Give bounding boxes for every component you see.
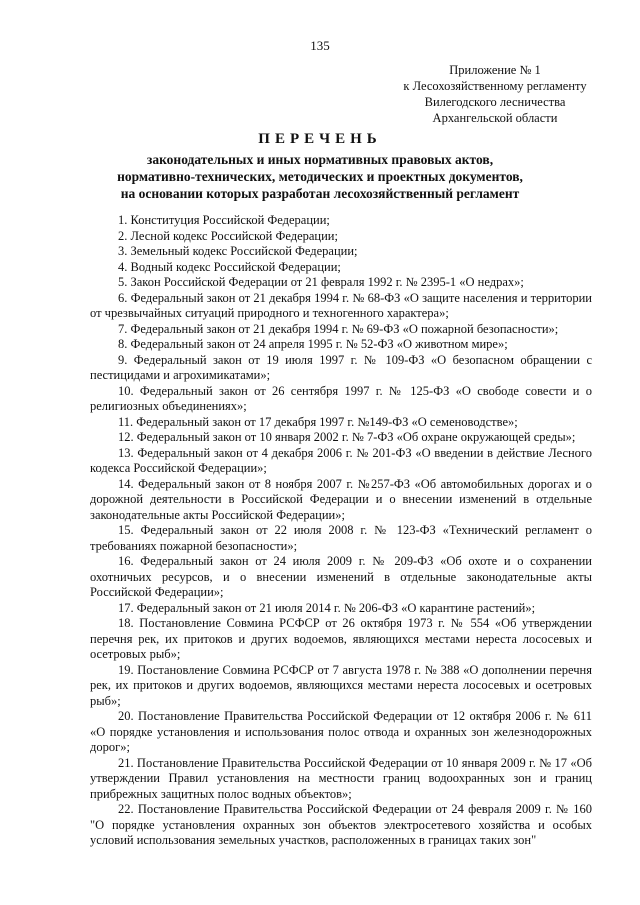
document-subtitle [60, 151, 580, 202]
list-item: 21. Постановление Правительства Российской Федерации от 10 января 2009 г. № 17 «Об утверждении Правил установления на местности границ водоохранных зон и границ прибрежных защитных полос водных объектов»; [90, 755, 592, 801]
list-item: 9. Федеральный закон от 19 июля 1997 г. № 109-ФЗ «О безопасном обращении с пестицидами и агрохимикатами»; [90, 352, 592, 382]
list-item: 17. Федеральный закон от 21 июля 2014 г. № 206-ФЗ «О карантине растений»; [118, 600, 536, 615]
list-item: 2. Лесной кодекс Российской Федерации; [118, 228, 338, 243]
appendix-header [380, 62, 610, 126]
subtitle-line: законодательных и иных нормативных правовых актов, [146, 152, 494, 167]
list-item: 16. Федеральный закон от 24 июля 2009 г. № 209-ФЗ «Об охоте и о сохранении охотничьих ресурсов, и о внесении изменений в отдельные законодательные акты Российской Федерации»; [90, 554, 592, 599]
list-item: 4. Водный кодекс Российской Федерации; [118, 259, 341, 274]
list-item: 12. Федеральный закон от 10 января 2002 г. № 7-ФЗ «Об охране окружающей среды»; [118, 430, 576, 444]
document-title: ПЕРЕЧЕНЬ [258, 131, 382, 147]
list-item: 5. Закон Российской Федерации от 21 февраля 1992 г. № 2395-1 «О недрах»; [118, 275, 524, 289]
appendix-line: к Лесохозяйственному регламенту [403, 79, 587, 93]
list-item: 14. Федеральный закон от 8 ноября 2007 г. №257-ФЗ «Об автомобильных дорогах и о дорожной деятельности в Российской Федерации и о внесении изменений в отдельные законодательные акты Российской Федерации»; [90, 476, 592, 522]
appendix-line: Архангельской области [432, 111, 558, 125]
list-item: 11. Федеральный закон от 17 декабря 1997 г. №149-ФЗ «О семеноводстве»; [118, 414, 518, 429]
list-item: 10. Федеральный закон от 26 сентября 1997 г. № 125-ФЗ «О свободе совести и о религиозных объединениях»; [90, 383, 592, 413]
list-item: 1. Конституция Российской Федерации; [118, 213, 330, 227]
page-number: 135 [310, 38, 330, 53]
list-item: 20. Постановление Правительства Российской Федерации от 12 октября 2006 г. № 611 «О порядке установления и использования полос отвода и охранных зон железнодорожных дорог»; [90, 709, 592, 754]
list-item: 6. Федеральный закон от 21 декабря 1994 г. № 68-ФЗ «О защите населения и территории от чрезвычайных ситуаций природного и техногенного характера»; [90, 290, 592, 320]
documents-list [90, 213, 592, 849]
list-item: 7. Федеральный закон от 21 декабря 1994 г. № 69-ФЗ «О пожарной безопасности»; [118, 321, 559, 336]
list-item: 13. Федеральный закон от 4 декабря 2006 г. № 201-ФЗ «О введении в действие Лесного кодекса Российской Федерации»; [90, 445, 592, 475]
list-item: 3. Земельный кодекс Российской Федерации; [118, 244, 358, 258]
appendix-line: Вилегодского лесничества [424, 95, 566, 109]
list-item: 15. Федеральный закон от 22 июля 2008 г. № 123-ФЗ «Технический регламент о требованиях пожарной безопасности»; [90, 523, 592, 553]
list-item: 18. Постановление Совмина РСФСР от 26 октября 1973 г. № 554 «Об утверждении перечня рек, их притоков и других водоемов, являющихся местами нереста лососевых и осетровых рыб»; [90, 616, 592, 661]
subtitle-line: на основании которых разработан лесохозяйственный регламент [120, 186, 520, 201]
list-item: 22. Постановление Правительства Российской Федерации от 24 февраля 2009 г. № 160 "О порядке установления охранных зон объектов электросетевого хозяйства и особых условий использования земельных участков, расположенных в границах таких зон" [90, 802, 592, 847]
subtitle-line: нормативно-технических, методических и проектных документов, [117, 169, 523, 184]
list-item: 19. Постановление Совмина РСФСР от 7 августа 1978 г. № 388 «О дополнении перечня рек, их притоков и других водоемов, являющихся местами нереста лососевых и осетровых рыб»; [90, 662, 592, 708]
appendix-line: Приложение № 1 [449, 63, 541, 77]
list-item: 8. Федеральный закон от 24 апреля 1995 г. № 52-ФЗ «О животном мире»; [118, 337, 508, 351]
